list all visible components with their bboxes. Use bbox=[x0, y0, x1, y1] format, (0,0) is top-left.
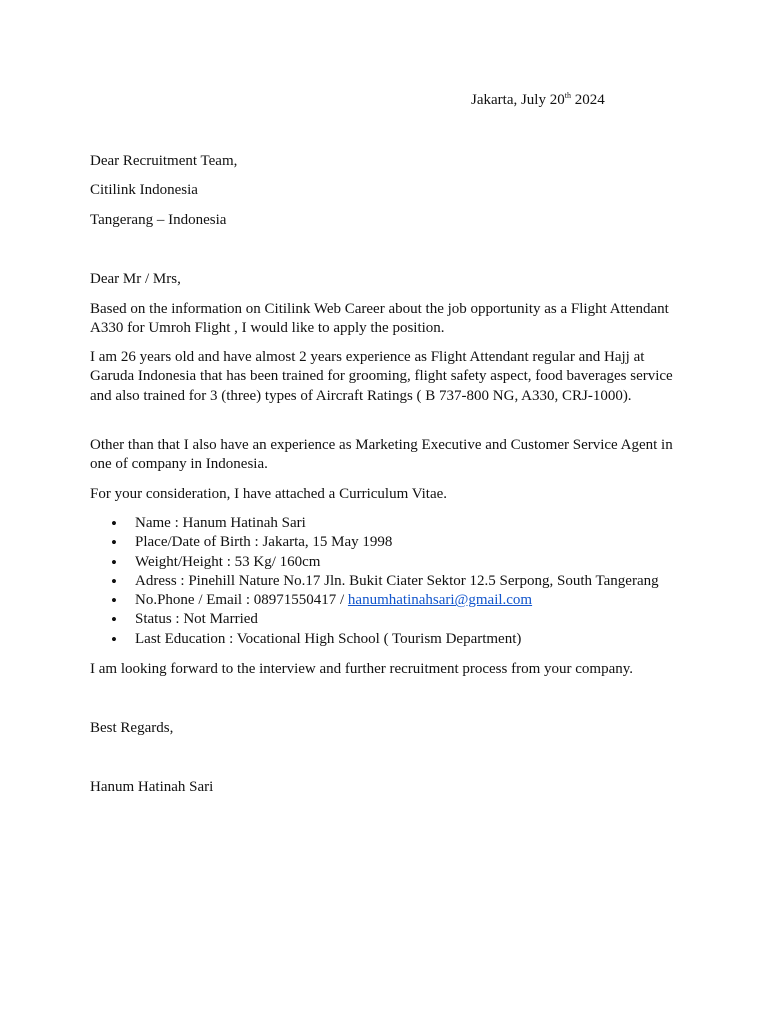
date-year: 2024 bbox=[570, 92, 605, 108]
paragraph-experience: I am 26 years old and have almost 2 years experience as Flight Attendant regular and Hajj at Garuda Indonesia that has been trained for grooming, flight safety aspect, food baverages service and also trained for 3 (three) types of Aircraft Ratings ( B 737-800 NG, A330, CRJ-1000). bbox=[90, 349, 673, 404]
date-prefix: Jakarta, July 20 bbox=[471, 92, 565, 108]
detail-contact bbox=[90, 591, 659, 610]
paragraph-other-experience: Other than that I also have an experience as Marketing Executive and Customer Service Agent in one of company in Indonesia. bbox=[90, 437, 673, 473]
date-ordinal-suffix: th bbox=[564, 91, 571, 100]
detail-name: • Name : Hanum Hatinah Sari bbox=[90, 514, 659, 533]
detail-birth: • Place/Date of Birth : Jakarta, 15 May 1998 bbox=[90, 533, 659, 552]
closing-paragraph: I am looking forward to the interview and further recruitment process from your company. bbox=[90, 661, 634, 677]
recipient-line-3: Tangerang – Indonesia bbox=[90, 212, 227, 228]
paragraph-application: Based on the information on Citilink Web Career about the job opportunity as a Flight Attendant A330 for Umroh Flight , I would like to apply the position. bbox=[90, 301, 669, 337]
salutation: Dear Mr / Mrs, bbox=[90, 271, 181, 287]
detail-status: • Status : Not Married bbox=[90, 610, 659, 629]
signature-name: Hanum Hatinah Sari bbox=[90, 779, 214, 795]
personal-details-list bbox=[90, 514, 659, 649]
sign-off: Best Regards, bbox=[90, 720, 174, 736]
recipient-line-2: Citilink Indonesia bbox=[90, 182, 198, 198]
contact-text: No.Phone / Email : 08971550417 / bbox=[135, 592, 348, 609]
detail-address: • Adress : Pinehill Nature No.17 Jln. Bukit Ciater Sektor 12.5 Serpong, South Tangerang bbox=[90, 572, 659, 591]
email-link[interactable]: hanumhatinahsari@gmail.com bbox=[347, 592, 533, 609]
recipient-line-1: Dear Recruitment Team, bbox=[90, 153, 238, 169]
paragraph-attachment: For your consideration, I have attached a Curriculum Vitae. bbox=[90, 486, 448, 502]
detail-education: • Last Education : Vocational High School ( Tourism Department) bbox=[90, 630, 659, 649]
detail-weight-height: • Weight/Height : 53 Kg/ 160cm bbox=[90, 553, 659, 572]
letter-date bbox=[471, 92, 605, 109]
